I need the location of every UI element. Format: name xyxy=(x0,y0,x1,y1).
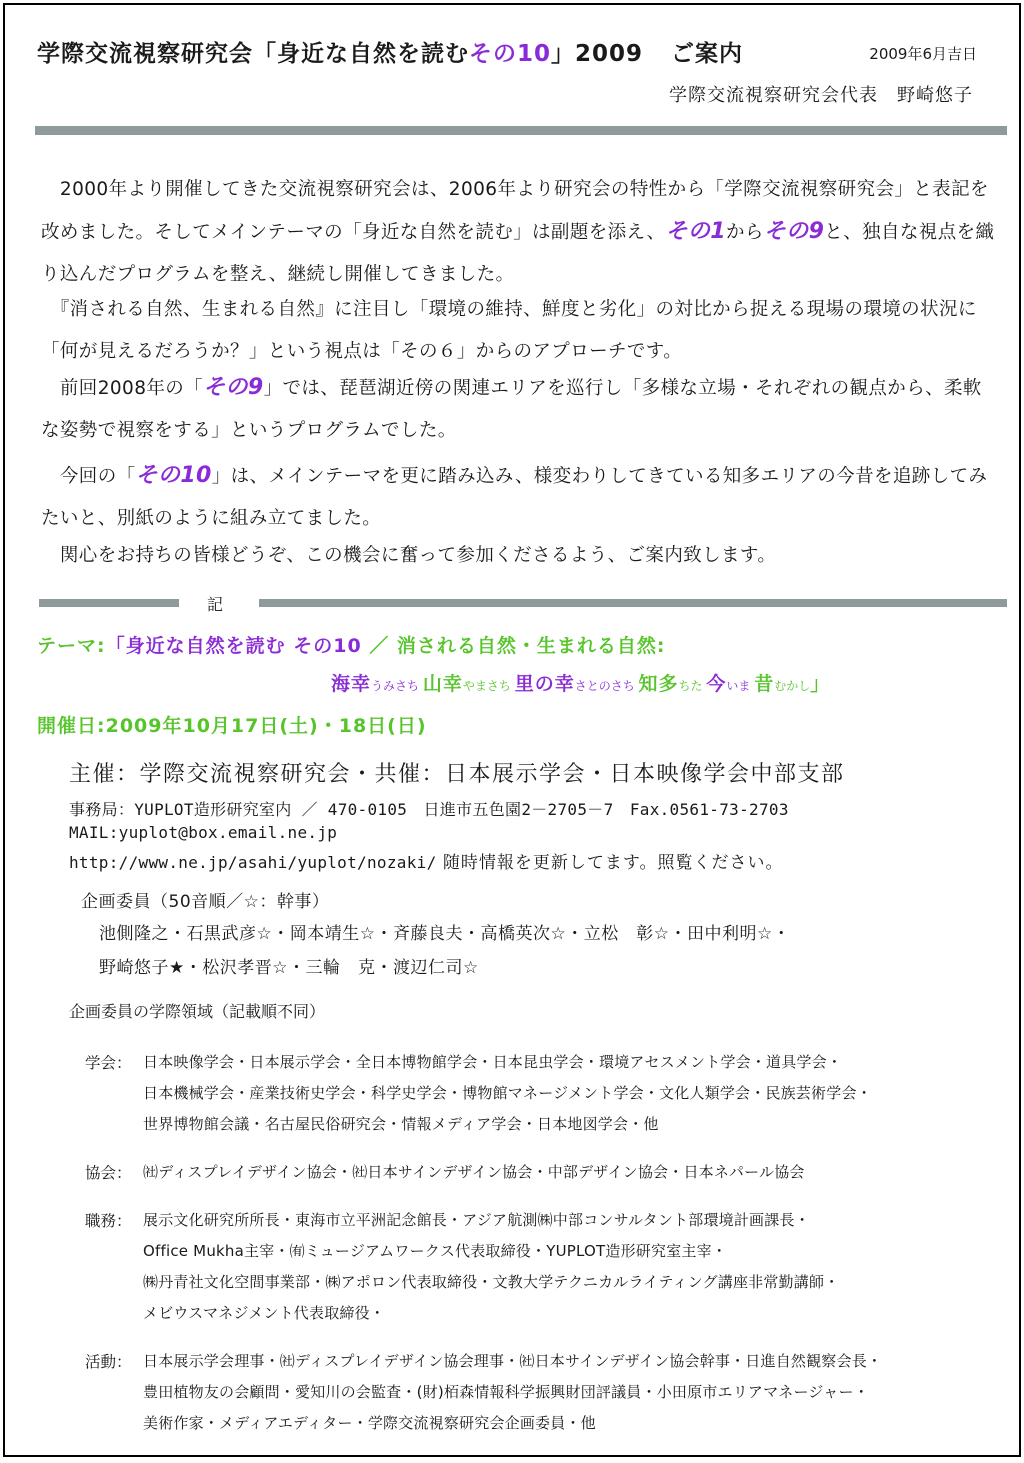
office-address: 事務局：YUPLOT造形研究室内 ／ 470-0105 日進市五色園2－2705－7 Fax.0561-73-2703 xyxy=(69,800,789,819)
intro-paragraph-3: 前回2008年の「その9」では、琵琶湖近傍の関連エリアを巡行し「多様な立場・それぞれの観点から、柔軟な姿勢で視察をする」というプログラムでした。 xyxy=(41,375,982,441)
section-divider-right xyxy=(259,599,1007,607)
category-gakkai: 学会： xyxy=(85,1054,132,1072)
gakkai-line-1: 日本映像学会・日本展示学会・全日本博物館学会・日本昆虫学会・環境アセスメント学会・道具学会・ xyxy=(143,1053,843,1071)
shokumu-line-4: メビウスマネジメント代表取締役・ xyxy=(143,1304,386,1322)
theme-line-1: テーマ:「身近な自然を読む その10 ／ 消される自然・生まれる自然: xyxy=(37,635,666,657)
intro-paragraph-2: 『消される自然、生まれる自然』に注目し「環境の維持、鮮度と劣化」の対比から捉える現場の環境の状況に「何が見えるだろうか？」という視点は「その６」からのアプローチです。 xyxy=(41,299,977,362)
intro-paragraph-1: 2000年より開催してきた交流視察研究会は、2006年より研究会の特性から「学際交流視察研究会」と表記を改めました。そしてメインテーマの「身近な自然を読む」は副題を添え、その1からその9と、独自な視点を織り込んだプログラムを整え、継続し開催してきました。 xyxy=(41,179,995,285)
document-title: 学際交流視察研究会「身近な自然を読むその10」2009 ご案内 xyxy=(37,41,744,67)
announcement-page xyxy=(3,3,1021,1457)
category-kyokai: 協会： xyxy=(85,1164,132,1182)
category-shokumu: 職務： xyxy=(85,1212,132,1230)
event-date: 開催日:2009年10月17日(土)・18日(日) xyxy=(37,715,427,737)
website-link[interactable]: http://www.ne.jp/asahi/yuplot/nozaki/ xyxy=(69,853,437,872)
committee-members-2: 野崎悠子★・松沢孝晋☆・三輪 克・渡辺仁司☆ xyxy=(99,958,479,978)
ki-heading: 記 xyxy=(207,595,224,614)
organizers: 主催：学際交流視察研究会・共催：日本展示学会・日本映像学会中部支部 xyxy=(69,762,845,787)
theme-line-2: 海幸うみさち 山幸やまさち 里の幸さとのさち 知多ちた 今いま 昔むかし」 xyxy=(331,673,831,695)
representative: 学際交流視察研究会代表 野崎悠子 xyxy=(669,85,973,106)
intro-paragraph-5: 関心をお持ちの皆様どうぞ、この機会に奮って参加くださるよう、ご案内致します。 xyxy=(41,545,777,566)
category-katsudo: 活動： xyxy=(85,1353,132,1371)
intro-paragraph-4: 今回の「その10」は、メインテーマを更に踏み込み、様変わりしてきている知多エリアの今昔を追跡してみたいと、別紙のように組み立てました。 xyxy=(41,463,988,529)
fields-heading: 企画委員の学際領域（記載順不同） xyxy=(69,1002,326,1021)
shokumu-line-2: Office Mukha主宰・㈲ミュージアムワークス代表取締役・YUPLOT造形研究室主宰・ xyxy=(143,1242,727,1260)
gakkai-line-2: 日本機械学会・産業技術史学会・科学史学会・博物館マネージメント学会・文化人類学会・民族芸術学会・ xyxy=(143,1084,872,1102)
contact-email[interactable]: MAIL:yuplot@box.email.ne.jp xyxy=(69,823,338,842)
header-divider xyxy=(35,126,1007,135)
kyokai-line-1: ㈳ディスプレイデザイン協会・㈳日本サインデザイン協会・中部デザイン協会・日本ネパール協会 xyxy=(143,1163,805,1181)
committee-heading: 企画委員（50音順／☆：幹事） xyxy=(81,892,330,912)
section-divider-left xyxy=(39,599,179,607)
katsudo-line-2: 豊田植物友の会顧問・愛知川の会監査・(財)栢森情報科学振興財団評議員・小田原市エリアマネージャー・ xyxy=(143,1383,869,1401)
shokumu-line-3: ㈱丹青社文化空間事業部・㈱アポロン代表取締役・文教大学テクニカルライティング講座非常勤講師・ xyxy=(143,1273,840,1291)
committee-members-1: 池側隆之・石黒武彦☆・岡本靖生☆・斉藤良夫・高橋英次☆・立松 彰☆・田中利明☆・ xyxy=(99,924,791,944)
issue-date: 2009年6月吉日 xyxy=(869,45,977,63)
gakkai-line-3: 世界博物館会議・名古屋民俗研究会・情報メディア学会・日本地図学会・他 xyxy=(143,1115,659,1133)
shokumu-line-1: 展示文化研究所所長・東海市立平洲記念館長・アジア航測㈱中部コンサルタント部環境計画課長・ xyxy=(143,1211,810,1229)
katsudo-line-1: 日本展示学会理事・㈳ディスプレイデザイン協会理事・㈳日本サインデザイン協会幹事・日進自然観察会長・ xyxy=(143,1352,883,1370)
website-line: http://www.ne.jp/asahi/yuplot/nozaki/ 随時情報を更新してます。照覧ください。 xyxy=(69,853,784,873)
katsudo-line-3: 美術作家・メディアエディター・学際交流視察研究会企画委員・他 xyxy=(143,1414,596,1432)
